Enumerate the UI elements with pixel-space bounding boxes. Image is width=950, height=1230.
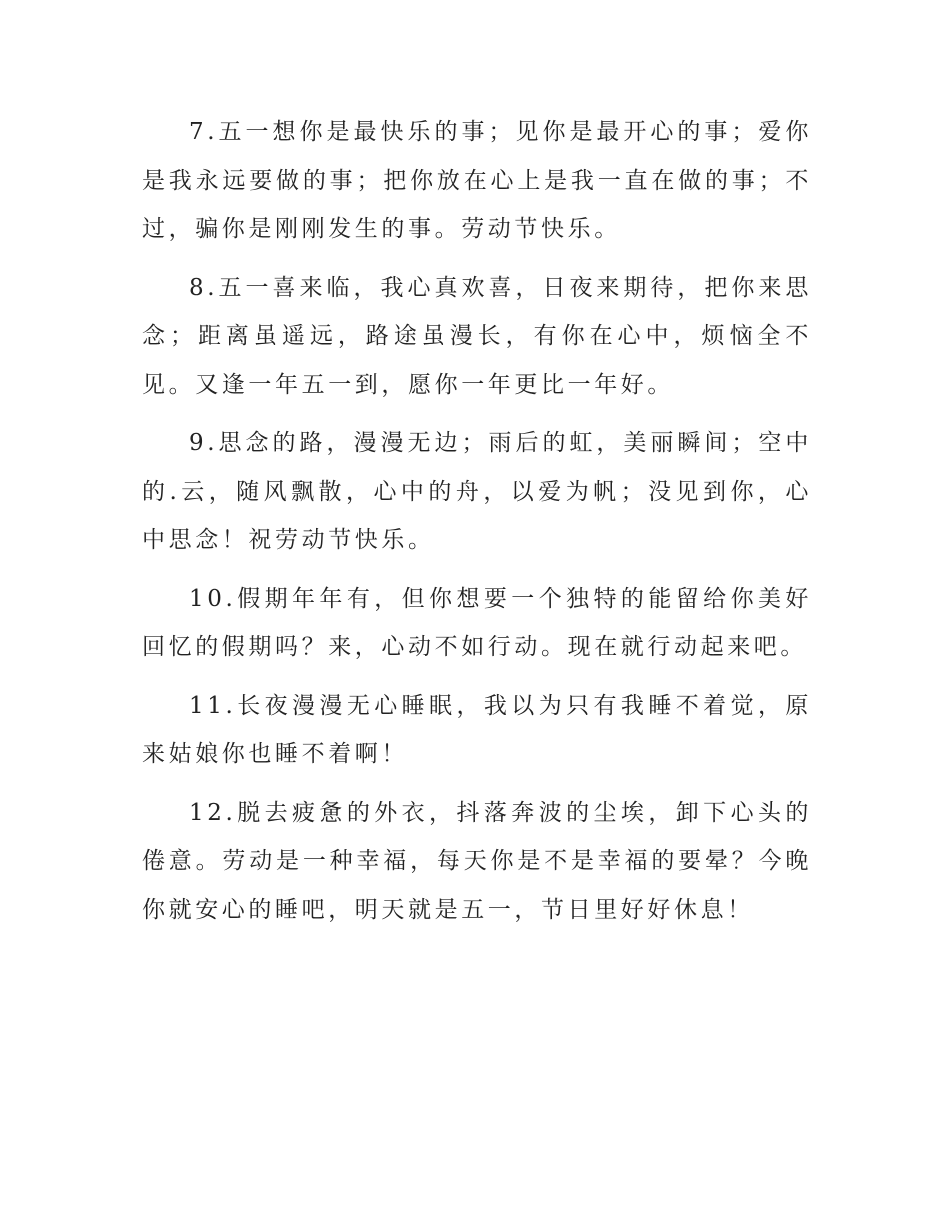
paragraph-8: 8.五一喜来临，我心真欢喜，日夜来期待，把你来思念；距离虽遥远，路途虽漫长，有你在心中，烦恼全不见。又逢一年五一到，愿你一年更比一年好。 <box>142 274 812 398</box>
paragraph-9: 9.思念的路，漫漫无边；雨后的虹，美丽瞬间；空中的.云，随风飘散，心中的舟，以爱为帆；没见到你，心中思念！祝劳动节快乐。 <box>142 430 812 553</box>
paragraph-7: 7.五一想你是最快乐的事；见你是最开心的事；爱你是我永远要做的事；把你放在心上是我一直在做的事；不过，骗你是刚刚发生的事。劳动节快乐。 <box>142 119 812 242</box>
paragraph-11: 11.长夜漫漫无心睡眠，我以为只有我睡不着觉，原来姑娘你也睡不着啊！ <box>142 692 812 767</box>
paragraph-10: 10.假期年年有，但你想要一个独特的能留给你美好回忆的假期吗？来，心动不如行动。现在就行动起来吧。 <box>142 585 812 660</box>
paragraph-12: 12.脱去疲惫的外衣，抖落奔波的尘埃，卸下心头的倦意。劳动是一种幸福，每天你是不是幸福的要晕？今晚你就安心的睡吧，明天就是五一，节日里好好休息！ <box>142 799 812 923</box>
document-body <box>142 108 812 934</box>
